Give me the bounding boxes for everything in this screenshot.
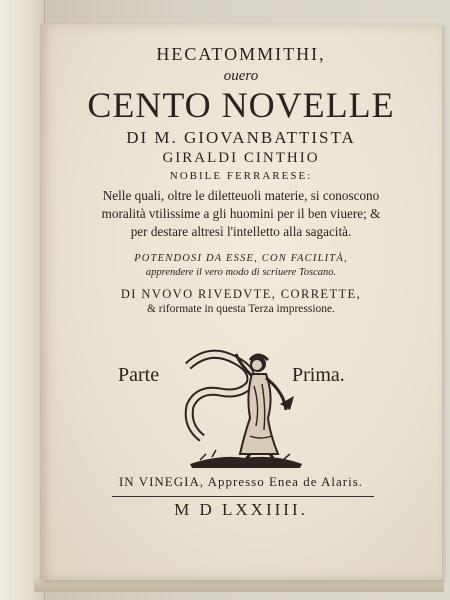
author-surname: GIRALDI CINTHIO [162,150,320,166]
imprint-line: IN VINEGIA, Appresso Enea de Alaris. [118,474,364,489]
purpose-line-2: apprendere il vero modo di scriuere Toscano. [145,267,337,278]
main-title: CENTO NOVELLE [87,85,395,125]
revision-line: DI NVOVO RIVEDVTE, CORRETTE, [120,287,362,301]
publication-year: M D LXXIIII. [174,500,308,519]
description-line-2: moralità vtilissime a gli huomini per il ben viuere; & [101,206,381,221]
part-label: Parte [118,364,160,386]
woodcut-emblem-icon [180,326,310,471]
author-origin: NOBILE FERRARESE: [169,170,313,182]
description-line-1: Nelle quali, oltre le diletteuoli materie, si conoscono [102,188,380,203]
purpose-line: POTENDOSI DA ESSE, CON FACILITÀ, [134,253,348,264]
description-line-3: per destare altresì l'intelletto alla sagacità. [130,224,352,239]
part-number: Prima. [292,364,345,386]
book-spine [0,0,45,600]
edition-line: & riformate in questa Terza impressione. [146,303,336,315]
page-edges [34,578,444,592]
subtitle-connector: ouero [223,68,259,84]
author-line: DI M. GIOVANBATTISTA [126,128,356,147]
title-page [40,24,442,580]
imprint-rule [112,496,374,497]
book-title: HECATOMMITHI, [156,44,326,64]
